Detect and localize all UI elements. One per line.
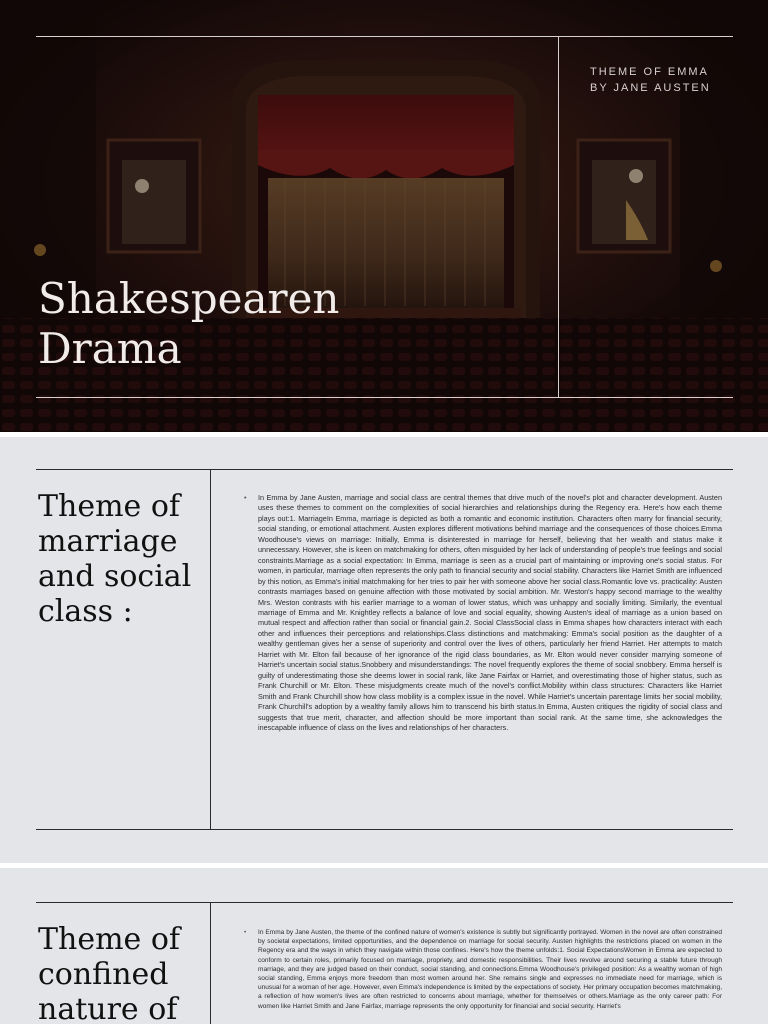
subtitle xyxy=(590,64,750,96)
slide-body-list xyxy=(244,493,722,733)
slide-title xyxy=(38,274,340,374)
body-paragraph: • In Emma by Jane Austen, marriage and social class are central themes that drive much of the novel's plot and character development. Austen uses these themes to comment on the complexities of social hierarchies and relationships during the Regency era. Here's how each theme plays out:1. MarriageIn Emma, marriage is depicted as both a romantic and economic institution. Characters often marry for financial security, social standing, or emotional attachment. Austen explores different motivations behind marriage and the consequences of those choices.Emma Woodhouse's views on marriage: Initially, Emma is disinterested in marriage for herself, believing that her wealth and status make it unnecessary. However, she is keen on matchmaking for others, often misguided by her lack of understanding of people's true feelings and social constraints.Marriage as a social expectation: In Emma, marriage is seen as a crucial part of maintaining or improving one's social status. For women, in particular, marriage often represents the only path to financial security and social stability. Characters like Harriet Smith are influenced by this notion, as Emma's initial matchmaking for her tries to pair her with someone above her social class.Romantic love vs. practicality: Austen contrasts marriages based on genuine affection with those motivated by social ambition. Mr. Weston's happy second marriage to the wealthy Mrs. Weston contrasts with his earlier marriage to a woman of lower status, which was unhappy and socially limiting. Similarly, the eventual marriage of Emma and Mr. Knightley reflects a balance of love and social equality, showing Austen's ideal of marriage as a union based on mutual respect and affection rather than social or financial gain.2. Social ClassSocial class in Emma shapes how characters interact with each other and influences their perceptions and relationships.Class distinctions and matchmaking: Emma's social position as the daughter of a wealthy gentleman gives her a sense of superiority and control over the lives of others, particularly her friend Harriet. Her attempts to match Harriet with Mr. Elton fail because of her ignorance of the rigid class boundaries, as Mr. Elton would never consider marrying someone of Harriet's uncertain social status.Snobbery and misunderstandings: The novel frequently explores the theme of social snobbery. Emma herself is guilty of underestimating those she deems lower in social rank, like Jane Fairfax or Harriet, and overestimating those of higher status, such as Frank Churchill or Mr. Elton. These misjudgments create much of the novel's conflict.Mobility within class structures: Characters like Harriet Smith and Frank Churchill show how class mobility is a complex issue in the novel. While Harriet's uncertain parentage limits her social mobility, Frank Churchill's adoption by a wealthy family allows him to transcend his birth status.In Emma, Austen critiques the rigidity of social class and suggests that true merit, character, and affection should be more important than social rank. At the same time, she acknowledges the inescapable influence of class on the lives and relationships of her characters. xyxy=(244,493,722,733)
slide-heading: Theme of marriage and social class : xyxy=(38,489,192,629)
top-rule xyxy=(36,902,733,903)
top-rule xyxy=(36,469,733,470)
column-divider xyxy=(210,469,211,829)
confined-nature-slide xyxy=(0,868,768,1024)
title-slide xyxy=(0,0,768,432)
top-rule xyxy=(36,36,733,37)
marriage-social-class-slide xyxy=(0,437,768,863)
slide-heading: Theme of confined nature of xyxy=(38,922,180,1024)
slide-body-list xyxy=(244,928,722,1011)
bottom-rule xyxy=(36,829,733,830)
title-line-1: Shakespearen xyxy=(38,274,340,323)
subtitle-line-1: THEME OF EMMA xyxy=(590,66,709,78)
body-paragraph: • In Emma by Jane Austen, the theme of the confined nature of women's existence is subtly but significantly portrayed. Women in the novel are often constrained by societal expectations, limited opportunities, and the dependence on marriage for social security. Austen highlights the restrictions placed on women in the Regency era and the ways in which they navigate within those confines. Here's how the theme unfolds:1. Social ExpectationsWomen in Emma are expected to conform to certain roles, primarily focused on marriage, propriety, and domestic responsibilities. Their lives revolve around securing a stable future through marriage, and they are judged based on their conduct, social standing, and connections.Emma Woodhouse's privileged position: As a wealthy woman of high social standing, Emma enjoys more freedom than most women around her. She remains single and expresses no immediate need for marriage, which is unusual for a woman of her age. However, even Emma's independence is limited by the expectations of society. Her primary occupation becomes matchmaking, a reflection of how women's lives are often restricted to concerns about marriage, whether for themselves or others.Marriage as the only career path: For women like Harriet Smith and Jane Fairfax, marriage represents the only opportunity for financial and social security. Harriet's xyxy=(244,928,722,1011)
bottom-rule xyxy=(36,397,733,398)
divider-rule xyxy=(558,36,559,397)
subtitle-line-2: BY JANE AUSTEN xyxy=(590,82,711,94)
column-divider xyxy=(210,902,211,1024)
title-line-2: Drama xyxy=(38,324,182,373)
